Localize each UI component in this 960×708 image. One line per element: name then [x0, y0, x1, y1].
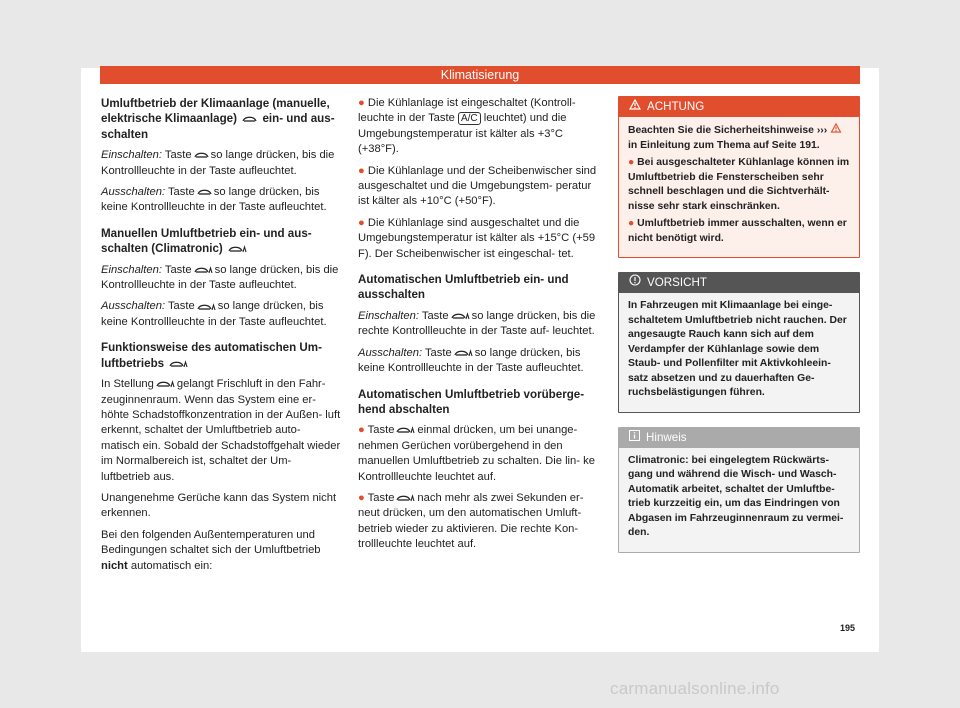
note-header: Hinweis	[619, 428, 859, 448]
auto-recirculation-icon	[197, 303, 216, 311]
list-item: ● Taste einmal drücken, um bei unange- nehmen Gerüchen vorübergehend in den manuellen Umluftbetrieb zu schalten. Die lin- ke Kontrollleuchte leuchtet auf.	[358, 424, 595, 483]
auto-recirculation-icon	[454, 349, 473, 357]
chapter-header: Klimatisierung	[100, 66, 860, 84]
warning-triangle-icon	[629, 97, 641, 117]
column-right	[618, 96, 860, 567]
note-body: Climatronic: bei eingelegtem Rückwärts- gang und während die Wisch- und Wasch- Automatik arbeitet, schaltet der Umluftbe- trieb kurzzeitig ein, um das Eindringen von Abgasen im Fahrzeuginnenraum zu vermei- den.	[628, 454, 844, 538]
caution-box	[618, 272, 860, 413]
section-heading-automatic-function: Funktionsweise des automatischen Um- luftbetriebs	[101, 341, 322, 370]
auto-recirculation-icon	[156, 380, 175, 388]
note-box	[618, 427, 860, 553]
warning-item: ● Bei ausgeschalteter Kühlanlage können im Umluftbetrieb die Fensterscheiben sehr schnell beschlagen und die Sichtverhält- nisse sehr stark einschränken.	[628, 157, 850, 212]
section-heading-climatronic: Manuellen Umluftbetrieb ein- und aus- schalten (Climatronic)	[101, 226, 312, 256]
paragraph: Einschalten: Taste so lange drücken, bis die Kontrollleuchte in der Taste aufleuchtet.	[101, 149, 335, 177]
paragraph: Bei den folgenden Außentemperaturen und Bedingungen schaltet sich der Umluftbetrieb nicht automatisch ein:	[101, 528, 321, 572]
column-middle	[358, 96, 603, 559]
section-heading-auto-on-off: Automatischen Umluftbetrieb ein- und ausschalten	[358, 273, 569, 302]
paragraph: In Stellung gelangt Frischluft in den Fahr- zeuginnenraum. Wenn das System eine er- höhte Schadstoffkonzentration in der Außen- luft erkennt, schaltet der Umluftbetrieb auto- matisch ein. Sobald der Schadstoffgehalt wieder im Normalbereich ist, schaltet der Um- luftbetrieb aus.	[101, 378, 341, 483]
auto-recirculation-icon	[169, 360, 188, 368]
auto-recirculation-icon	[194, 266, 213, 274]
section-heading-manual-recirculation: Umluftbetrieb der Klimaanlage (manuelle, elektrische Klimaanlage) ein- und aus- schalten	[101, 97, 335, 141]
paragraph: Einschalten: Taste so lange drücken, bis die rechte Kontrollleuchte in der Taste auf- leuchtet.	[358, 309, 596, 338]
section-heading-temporary-off: Automatischen Umluftbetrieb vorüberge- hend abschalten	[358, 387, 585, 416]
list-item: ● Die Kühlanlage ist eingeschaltet (Kontroll- leuchte in der Taste A/C leuchtet) und die Umgebungstemperatur ist kälter als +3°C (+38°F).	[358, 97, 576, 156]
ac-key: A/C	[458, 112, 481, 125]
warning-header: ACHTUNG	[619, 97, 859, 117]
caution-header: VORSICHT	[619, 273, 859, 293]
warning-item: ● Umluftbetrieb immer ausschalten, wenn er nicht benötigt wird.	[628, 218, 847, 244]
paragraph: Ausschalten: Taste so lange drücken, bis keine Kontrollleuchte in der Taste aufleuchtet.	[101, 300, 327, 328]
recirculation-icon	[242, 115, 257, 123]
caution-body: In Fahrzeugen mit Klimaanlage bei einge- schaltetem Umluftbetrieb nicht rauchen. Der angesaugte Rauch kann sich auf dem Verdampfer der Kühlanlage sowie dem Staub- und Pollenfilter mit Aktivkohleein- satz absetzen und zu dauerhaften Ge- ruchsbelästigungen führen.	[628, 300, 847, 398]
list-item: ● Die Kühlanlage und der Scheibenwischer sind ausgeschaltet und die Umgebungstem- peratur ist kälter als +10°C (+50°F).	[358, 164, 597, 208]
list-item: ● Taste nach mehr als zwei Sekunden er- neut drücken, um den automatischen Umluft- betrieb wieder zu aktivieren. Die rechte Kon- trollleuchte leuchtet auf.	[358, 491, 584, 551]
paragraph: Ausschalten: Taste so lange drücken, bis keine Kontrollleuchte in der Taste aufleuchtet.	[101, 186, 327, 214]
paragraph: Unangenehme Gerüche kann das System nicht erkennen.	[101, 491, 337, 520]
info-icon	[629, 428, 640, 448]
paragraph: Ausschalten: Taste so lange drücken, bis keine Kontrollleuchte in der Taste aufleuchtet.	[358, 346, 584, 375]
auto-recirculation-icon	[396, 494, 415, 502]
list-item: ● Die Kühlanlage sind ausgeschaltet und die Umgebungstemperatur ist kälter als +15°C (+59 F). Der Scheibenwischer ist eingeschal- tet.	[358, 216, 596, 260]
paragraph: Einschalten: Taste so lange drücken, bis die Kontrollleuchte in der Taste aufleuchtet.	[101, 263, 339, 292]
warning-body	[619, 117, 859, 257]
column-left	[101, 96, 342, 580]
warning-reference: Beachten Sie die Sicherheitshinweise ››› in Einleitung zum Thema auf Seite 191.	[628, 123, 851, 153]
warning-box	[618, 96, 860, 258]
watermark: carmanualsonline.info	[610, 679, 780, 698]
recirculation-icon	[197, 188, 212, 196]
warning-triangle-icon	[830, 125, 842, 136]
recirculation-icon	[194, 151, 209, 159]
auto-recirculation-icon	[228, 245, 247, 253]
caution-circle-icon	[629, 273, 641, 293]
auto-recirculation-icon	[396, 426, 415, 434]
reference-link[interactable]: ›››	[816, 125, 828, 136]
page-number: 195	[840, 623, 856, 633]
auto-recirculation-icon	[451, 312, 470, 320]
